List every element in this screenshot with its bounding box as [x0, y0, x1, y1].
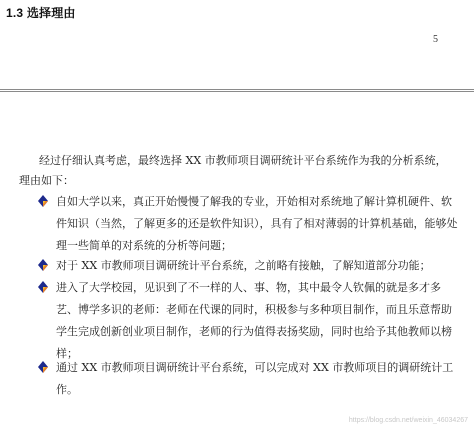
list-item	[38, 357, 458, 401]
page-header	[0, 0, 474, 90]
list-item	[38, 277, 458, 365]
list-item-text: 进入了大学校园，见识到了不一样的人、事、物，其中最令人钦佩的就是多才多艺、博学多识的老师：老师在代课的同时，积极参与多种项目制作，而且乐意帮助学生完成创新创业项目制作，老师的行为值得表扬奖励，同时也给予其他教师以榜样；	[56, 281, 452, 360]
page-number: 5	[433, 34, 438, 45]
diamond-bullet-icon	[38, 361, 48, 373]
list-item	[38, 255, 458, 277]
diamond-bullet-icon	[38, 195, 48, 207]
section-title: 1.3 选择理由	[6, 6, 76, 20]
intro-paragraph-line1: 经过仔细认真考虑，最终选择 XX 市教师项目调研统计平台系统作为我的分析系统，	[39, 154, 447, 167]
watermark: https://blog.csdn.net/weixin_46034267	[348, 417, 468, 424]
diamond-bullet-icon	[38, 259, 48, 271]
list-item	[38, 191, 458, 257]
header-divider	[0, 89, 474, 92]
diamond-bullet-icon	[38, 281, 48, 293]
list-item-text: 自如大学以来，真正开始慢慢了解我的专业，开始相对系统地了解计算机硬件、软件知识（当然，了解更多的还是软件知识），具有了相对薄弱的计算机基础，能够处理一些简单的对系统的分析等问题；	[56, 195, 458, 252]
list-item-text: 对于 XX 市教师项目调研统计平台系统，之前略有接触，了解知道部分功能；	[56, 259, 431, 272]
intro-paragraph-line2: 理由如下：	[19, 174, 74, 187]
list-item-text: 通过 XX 市教师项目调研统计平台系统，可以完成对 XX 市教师项目的调研统计工作。	[56, 361, 454, 396]
